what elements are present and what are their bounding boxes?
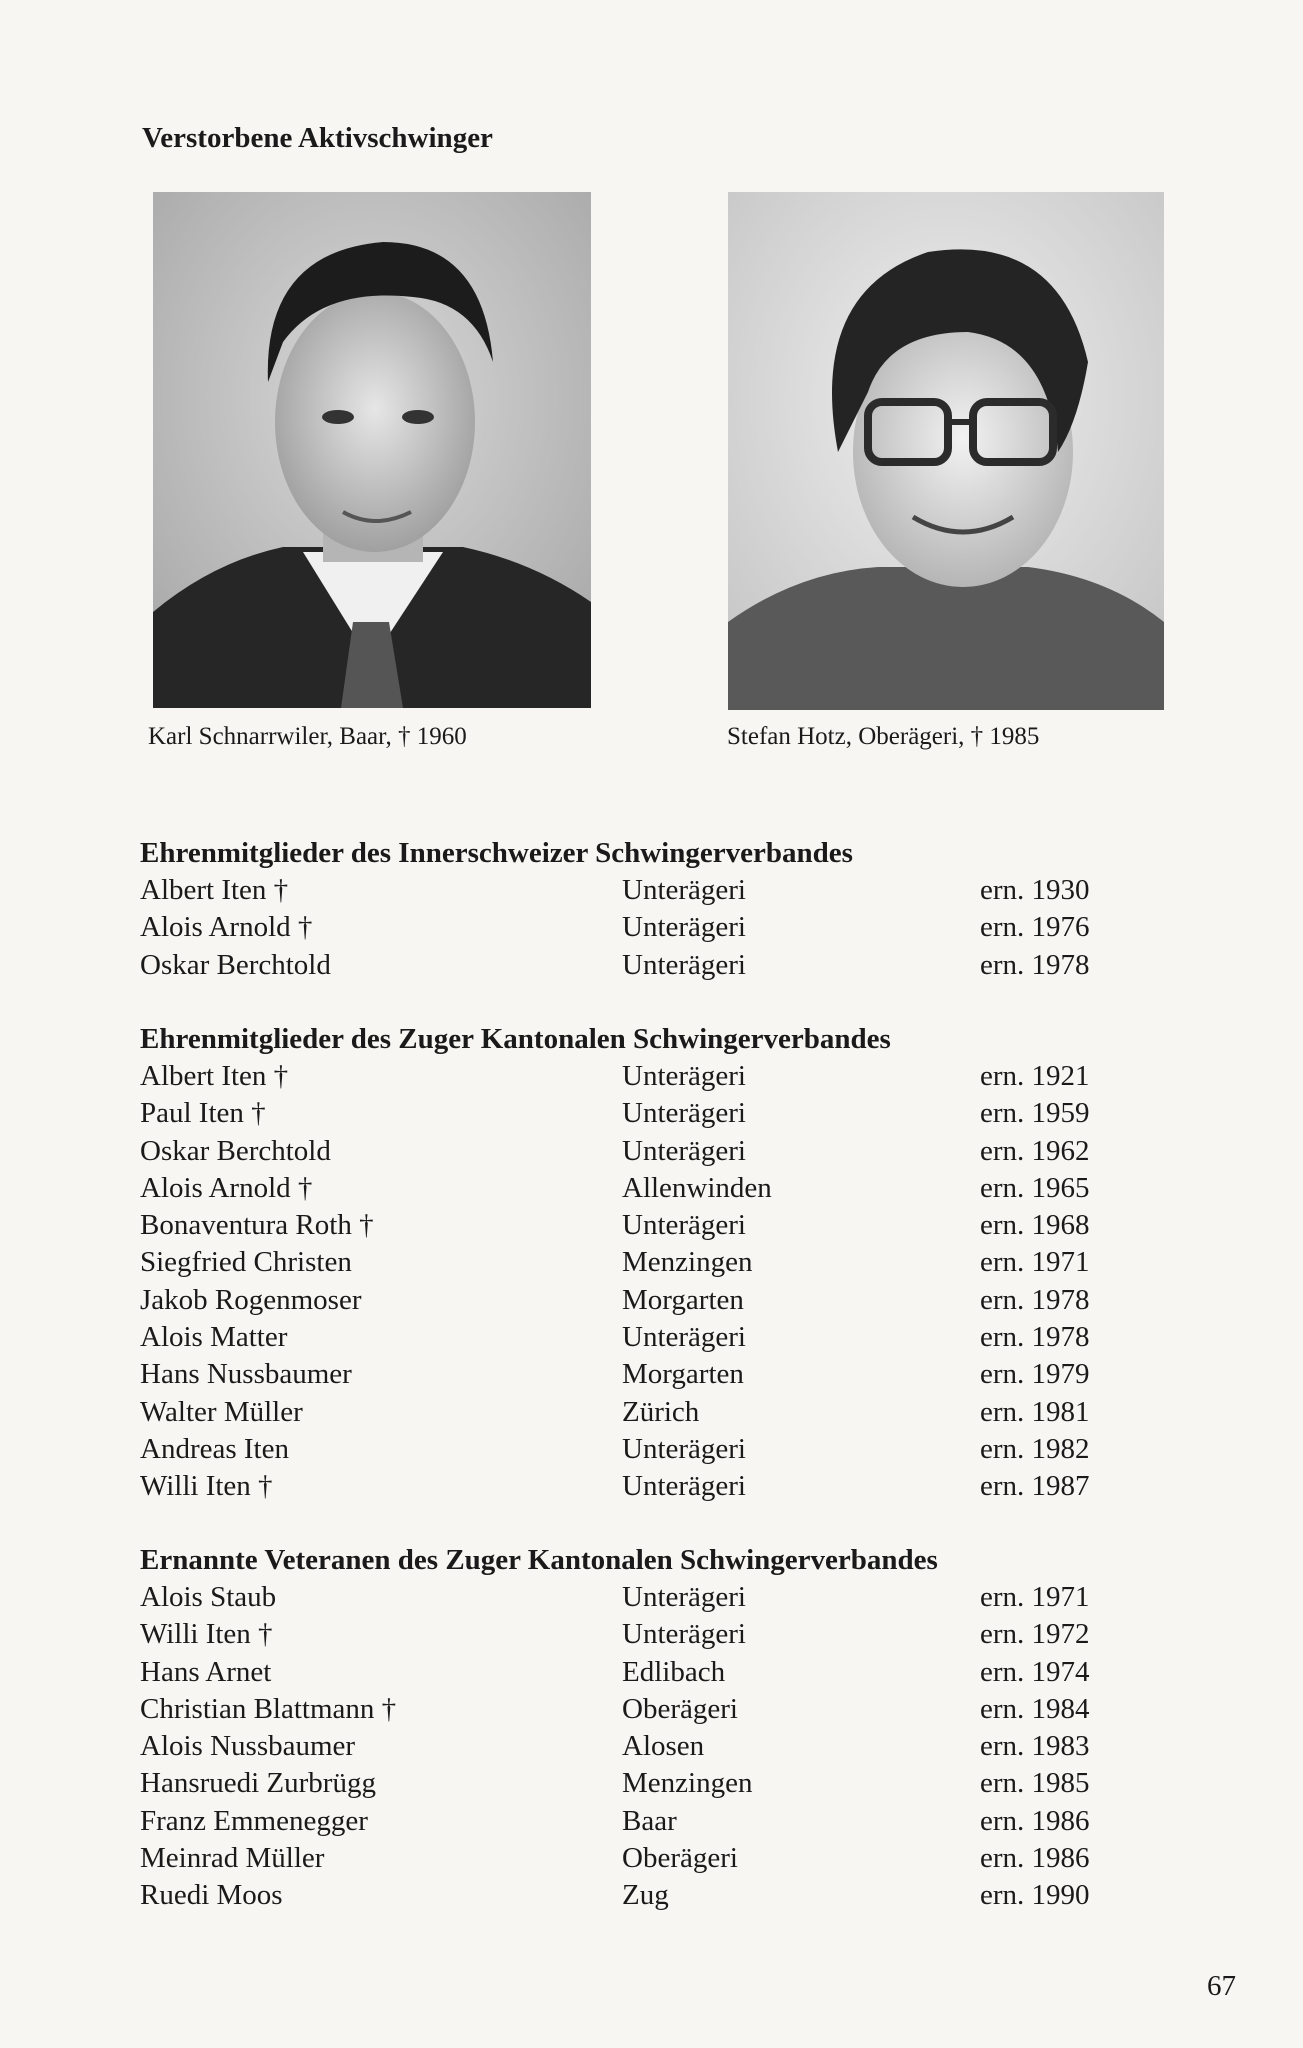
member-place: Menzingen <box>622 1767 753 1800</box>
member-place: Unterägeri <box>622 1470 746 1503</box>
member-place: Morgarten <box>622 1358 744 1391</box>
member-name: Alois Arnold † <box>140 911 313 944</box>
member-place: Unterägeri <box>622 1581 746 1613</box>
member-year: ern. 1990 <box>980 1879 1090 1912</box>
member-name: Albert Iten † <box>140 1060 289 1092</box>
member-year: ern. 1978 <box>980 1283 1090 1316</box>
table-row <box>140 1877 1120 1914</box>
member-name: Oskar Berchtold <box>140 1134 331 1167</box>
section-title: Ehrenmitglieder des Innerschweizer Schwingerverbandes <box>140 837 853 869</box>
table-row <box>140 1058 1120 1095</box>
member-name: Hansruedi Zurbrügg <box>140 1767 376 1800</box>
member-year: ern. 1974 <box>980 1655 1090 1688</box>
member-name: Alois Matter <box>140 1321 288 1354</box>
table-row <box>140 1616 1120 1653</box>
member-place: Morgarten <box>622 1283 744 1316</box>
member-place: Menzingen <box>622 1246 753 1279</box>
table-row <box>140 1319 1120 1356</box>
portrait-photo-karl-schnarrwiler <box>153 192 591 708</box>
member-year: ern. 1981 <box>980 1395 1090 1428</box>
table-row <box>140 947 1120 984</box>
table-row <box>140 1095 1120 1132</box>
member-year: ern. 1976 <box>980 911 1090 944</box>
member-year: ern. 1971 <box>980 1246 1090 1279</box>
member-place: Oberägeri <box>622 1692 738 1725</box>
member-name: Hans Arnet <box>140 1655 272 1688</box>
member-year: ern. 1978 <box>980 948 1090 981</box>
table-row <box>140 872 1120 909</box>
member-name: Ruedi Moos <box>140 1879 283 1912</box>
table-row <box>140 1431 1120 1468</box>
member-name: Jakob Rogenmoser <box>140 1283 362 1316</box>
member-name: Alois Staub <box>140 1581 277 1613</box>
member-year: ern. 1987 <box>980 1470 1090 1503</box>
member-name: Oskar Berchtold <box>140 948 331 981</box>
member-place: Unterägeri <box>622 1097 746 1130</box>
member-year: ern. 1965 <box>980 1171 1090 1204</box>
table-row <box>140 1244 1120 1281</box>
table-row <box>140 1468 1120 1505</box>
portrait-image <box>728 192 1164 710</box>
member-name: Siegfried Christen <box>140 1246 352 1279</box>
member-year: ern. 1959 <box>980 1097 1090 1130</box>
member-name: Christian Blattmann † <box>140 1692 397 1725</box>
section-title: Ernannte Veteranen des Zuger Kantonalen Schwingerverbandes <box>140 1544 938 1576</box>
table-row <box>140 1691 1120 1728</box>
table-row <box>140 1282 1120 1319</box>
member-place: Alosen <box>622 1730 705 1763</box>
member-name: Alois Arnold † <box>140 1171 313 1204</box>
table-row <box>140 1394 1120 1431</box>
member-year: ern. 1985 <box>980 1767 1090 1800</box>
member-name: Willi Iten † <box>140 1618 273 1651</box>
table-row <box>140 1765 1120 1802</box>
section-zuger-veteranen <box>140 1541 1120 1915</box>
portrait-image <box>153 192 591 708</box>
member-name: Andreas Iten <box>140 1432 289 1465</box>
member-name: Walter Müller <box>140 1395 303 1428</box>
member-place: Edlibach <box>622 1655 726 1688</box>
photo-caption-2: Stefan Hotz, Oberägeri, † 1985 <box>727 723 1040 750</box>
member-name: Hans Nussbaumer <box>140 1358 352 1391</box>
member-place: Unterägeri <box>622 1432 746 1465</box>
table-row <box>140 1356 1120 1393</box>
table-row <box>140 1170 1120 1207</box>
member-name: Bonaventura Roth † <box>140 1209 374 1242</box>
member-year: ern. 1921 <box>980 1060 1090 1092</box>
member-name: Willi Iten † <box>140 1470 273 1503</box>
member-place: Unterägeri <box>622 911 746 944</box>
photo-caption-1: Karl Schnarrwiler, Baar, † 1960 <box>148 723 467 750</box>
table-row <box>140 1579 1120 1616</box>
section-innerschweizer-ehrenmitglieder <box>140 834 1120 984</box>
member-place: Unterägeri <box>622 1209 746 1242</box>
table-row <box>140 1840 1120 1877</box>
member-place: Zürich <box>622 1395 700 1428</box>
member-name: Paul Iten † <box>140 1097 266 1130</box>
member-year: ern. 1983 <box>980 1730 1090 1763</box>
member-name: Meinrad Müller <box>140 1842 325 1875</box>
member-year: ern. 1986 <box>980 1842 1090 1875</box>
member-year: ern. 1968 <box>980 1209 1090 1242</box>
table-row <box>140 909 1120 946</box>
member-place: Oberägeri <box>622 1842 738 1875</box>
member-place: Baar <box>622 1804 677 1837</box>
member-place: Unterägeri <box>622 874 746 906</box>
table-row <box>140 1207 1120 1244</box>
member-year: ern. 1930 <box>980 874 1090 906</box>
member-year: ern. 1972 <box>980 1618 1090 1651</box>
table-row <box>140 1803 1120 1840</box>
member-place: Unterägeri <box>622 1618 746 1651</box>
table-row <box>140 1654 1120 1691</box>
page-heading: Verstorbene Aktivschwinger <box>142 122 493 154</box>
portrait-photo-stefan-hotz <box>728 192 1164 710</box>
member-place: Unterägeri <box>622 948 746 981</box>
member-year: ern. 1971 <box>980 1581 1090 1613</box>
page-number: 67 <box>1207 1970 1236 2002</box>
member-name: Alois Nussbaumer <box>140 1730 356 1763</box>
member-place: Unterägeri <box>622 1134 746 1167</box>
member-place: Unterägeri <box>622 1321 746 1354</box>
member-place: Unterägeri <box>622 1060 746 1092</box>
table-row <box>140 1728 1120 1765</box>
member-year: ern. 1979 <box>980 1358 1090 1391</box>
member-year: ern. 1986 <box>980 1804 1090 1837</box>
member-place: Allenwinden <box>622 1171 772 1204</box>
member-year: ern. 1984 <box>980 1692 1090 1725</box>
table-row <box>140 1133 1120 1170</box>
section-zuger-ehrenmitglieder <box>140 1020 1120 1506</box>
member-year: ern. 1962 <box>980 1134 1090 1167</box>
member-name: Albert Iten † <box>140 874 289 906</box>
member-name: Franz Emmenegger <box>140 1804 368 1837</box>
member-year: ern. 1982 <box>980 1432 1090 1465</box>
member-year: ern. 1978 <box>980 1321 1090 1354</box>
member-place: Zug <box>622 1879 669 1912</box>
section-title: Ehrenmitglieder des Zuger Kantonalen Schwingerverbandes <box>140 1023 891 1055</box>
